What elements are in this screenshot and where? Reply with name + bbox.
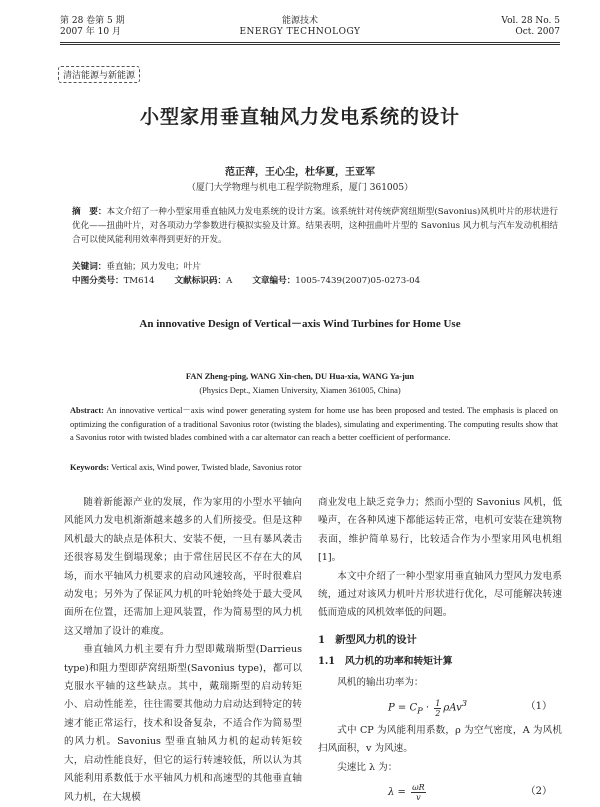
paragraph: 尖速比 λ 为： <box>337 761 398 773</box>
paper-title: 小型家用垂直轴风力发电系统的设计 <box>139 106 460 128</box>
paragraph: 本文中介绍了一种小型家用垂直轴风力型风力发电系统，通过对该风力机叶片形状进行优化，尽可能解决转速低而造成的风机效率低的问题。 <box>318 570 562 619</box>
english-authors: FAN Zheng-ping, WANG Xin-chen, DU Hua-xia, WANG Ya-jun <box>185 372 415 381</box>
journal-name: 能源技术 ENERGY TECHNOLOGY <box>239 16 361 37</box>
equation-number: （2） <box>525 786 552 798</box>
equation-1-body: $P = C_P$ · $\frac{1}{2}$ ρAv$^3$ <box>388 698 468 718</box>
classification-value: TM614 <box>123 276 155 286</box>
keywords-label: 关键词： <box>72 262 107 272</box>
body-left-column <box>64 494 302 807</box>
fraction: $\frac{1}{2}$ <box>435 698 441 718</box>
fraction: $\frac{\omega R}{v}$ <box>412 782 425 802</box>
english-abstract <box>70 404 558 445</box>
english-title: An innovative Design of Vertical－axis Wind Turbines for Home Use <box>139 318 461 330</box>
equation-1 <box>318 692 562 722</box>
doc-code-label: 文献标识码： <box>174 276 227 286</box>
doc-code-value: A <box>226 276 233 286</box>
paragraph: 风机的输出功率为： <box>337 676 424 688</box>
abstract-label: 摘 要： <box>72 207 107 217</box>
body-right-column <box>318 494 562 807</box>
article-number-value: 1005-7439(2007)05-0273-04 <box>295 276 421 286</box>
english-keywords <box>70 463 558 472</box>
equation-number: （1） <box>525 700 552 712</box>
section-heading: 1 新型风力机的设计 <box>318 633 417 646</box>
article-number-label: 文章编号： <box>252 276 296 286</box>
authors: 范正萍，王心尘，杜华夏，王亚军 <box>225 167 375 178</box>
equation-2 <box>318 777 562 807</box>
english-keywords-label: Keywords: <box>70 463 110 472</box>
journal-issue: Vol. 28 No. 5 Oct. 2007 <box>501 16 560 37</box>
keywords-text: 垂直轴；风力发电；叶片 <box>106 262 201 272</box>
english-abstract-label: Abstract: <box>70 406 104 415</box>
english-affiliation: (Physics Dept., Xiamen University, Xiamen 361005, China) <box>199 386 401 395</box>
paragraph: 式中 CP 为风能利用系数，ρ 为空气密度，A 为风机扫风面积，v 为风速。 <box>318 725 562 755</box>
paragraph: 垂直轴风力机主要有升力型即戴瑞斯型(Darrieus type)和阻力型即萨窝纽斯型(Savonius type)，都可以克服水平轴的这些缺点。其中，戴瑞斯型的启动转矩小、启动性能差，往往需要其他动力启动达到特定的转速才能正常运行，技术和设备复杂，不适合作为简易型的风力机。Savonius 型垂直轴风力机的起动转矩较大，启动性能良好，但它的运行转速较低，所以认为其风能利用系数低于水平轴风力机和高速型的其他垂直轴风力机，在大规模 <box>64 644 302 803</box>
header-rule-2 <box>60 44 560 45</box>
abstract-text: 本文介绍了一种小型家用垂直轴风力发电系统的设计方案。该系统针对传统萨窝纽斯型(Savonius)风机叶片的形状进行优化——扭曲叶片，对各项动力学参数进行模拟实验及计算。结果表明，这种扭曲叶片型的 Savonius 风力机与汽车发动机相结合可以使风能利用效率得到更好的开发。 <box>72 207 558 245</box>
equation-2-body: λ = $\frac{\omega R}{v}$ <box>388 782 425 802</box>
keywords-row <box>72 260 562 274</box>
subsection-heading: 1.1 风力机的功率和转矩计算 <box>318 656 453 668</box>
header-rule <box>60 42 560 43</box>
paragraph: 随着新能源产业的发展，作为家用的小型水平轴向风能风力发电机渐渐越来越多的人们所接受。但是这种风机最大的缺点是体积大、安装不便，一旦有暴风袭击还很容易发生倒塌现象；由于常住居民区不存在大的风场，而水平轴风力机要求的启动风速较高，平时很难启动发电；另外为了保证风力机的叶轮始终处于最大受风面所在位置，还需加上迎风装置，作为简易型的风力机这又增加了设计的难度。 <box>64 497 302 637</box>
column-tag: 清洁能源与新能源 <box>58 66 140 83</box>
paragraph: 商业发电上缺乏竞争力；然而小型的 Savonius 风机，低噪声，在各种风速下都能运转正常，电机可安装在建筑物表面，维护简单易行，比较适合作为小型家用风电机组[1]。 <box>318 497 562 564</box>
english-abstract-text: An innovative vertical－axis wind power generating system for home use has been proposed and tested. The emphasis is placed on optimizing the configuration of a traditional Savonius rotor (twisting the blades), simulating and experimenting. The computing results show that a Savonius rotor with twisted blades combined with a car alternator can reach a better coefficient of performance. <box>70 406 558 442</box>
meta-info <box>72 260 562 288</box>
english-keywords-text: Vertical axis, Wind power, Twisted blade, Savonius rotor <box>111 463 302 472</box>
affiliation: （厦门大学物理与机电工程学院物理系，厦门 361005） <box>186 183 414 193</box>
classification-row <box>72 274 562 288</box>
abstract <box>72 205 558 247</box>
journal-volume: 第 28 卷第 5 期 2007 年 10 月 <box>60 16 125 37</box>
classification-label: 中图分类号： <box>72 276 124 286</box>
